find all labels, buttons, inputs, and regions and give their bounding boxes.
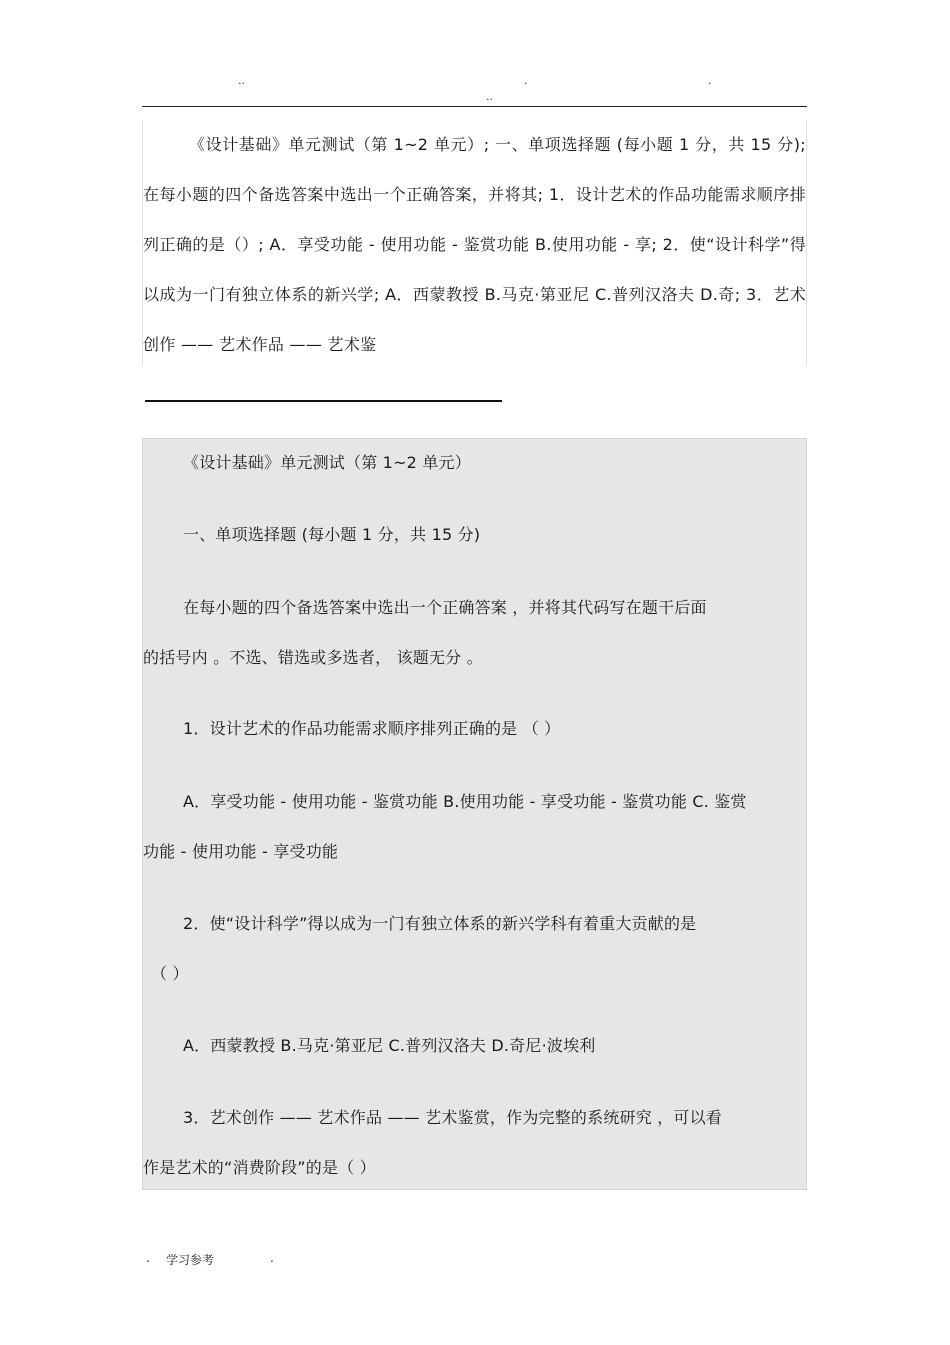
footer-label: 学习参考 (166, 1253, 215, 1267)
instruction-line: 的括号内 。不选、错选或多选者， 该题无分 。 (143, 648, 483, 667)
document-title: 《设计基础》单元测试（第 1~2 单元） (183, 453, 471, 472)
header-dot: .. (486, 90, 493, 103)
separator-rule (145, 400, 502, 402)
document-body (142, 438, 807, 1190)
question-3: 作是艺术的“消费阶段”的是（ ） (143, 1158, 376, 1177)
summary-text: 《设计基础》单元测试（第 1~2 单元）; 一、单项选择题 (每小题 1 分，共 15 分); 在每小题的四个备选答案中选出一个正确答案，并将其; 1．设计艺术的作品功能需求顺序排列正确的是（）; A．享受功能 - 使用功能 - 鉴赏功能 B.使用功能 - 享; 2．使“设计科学”得以成为一门有独立体系的新兴学; A．西蒙教授 B.马克·第亚尼 C.普列汉洛夫 D.奇; 3．艺术创作 —— 艺术作品 —— 艺术鉴 (143, 135, 806, 354)
header-dot: .. (238, 74, 245, 87)
instruction-line: 在每小题的四个备选答案中选出一个正确答案 ，并将其代码写在题干后面 (183, 598, 707, 617)
header-rule (142, 106, 807, 107)
header-dot: . (708, 74, 712, 87)
question-2-options: A．西蒙教授 B.马克·第亚尼 C.普列汉洛夫 D.奇尼·波埃利 (183, 1036, 596, 1055)
header-dot: . (524, 74, 528, 87)
section-heading: 一、单项选择题 (每小题 1 分，共 15 分) (183, 525, 481, 544)
footer-dot: . (146, 1251, 150, 1265)
footer-dot: . (270, 1251, 274, 1265)
question-2: 2．使“设计科学”得以成为一门有独立体系的新兴学科有着重大贡献的是 (183, 914, 697, 933)
question-2: （ ） (151, 964, 189, 983)
question-1-options: A．享受功能 - 使用功能 - 鉴赏功能 B.使用功能 - 享受功能 - 鉴赏功能 C. 鉴赏 (183, 792, 747, 811)
question-3: 3．艺术创作 —— 艺术作品 —— 艺术鉴赏，作为完整的系统研究 ，可以看 (183, 1108, 723, 1127)
question-1-options: 功能 - 使用功能 - 享受功能 (143, 842, 339, 861)
summary-block (142, 120, 807, 366)
question-1: 1．设计艺术的作品功能需求顺序排列正确的是 （ ） (183, 719, 561, 738)
